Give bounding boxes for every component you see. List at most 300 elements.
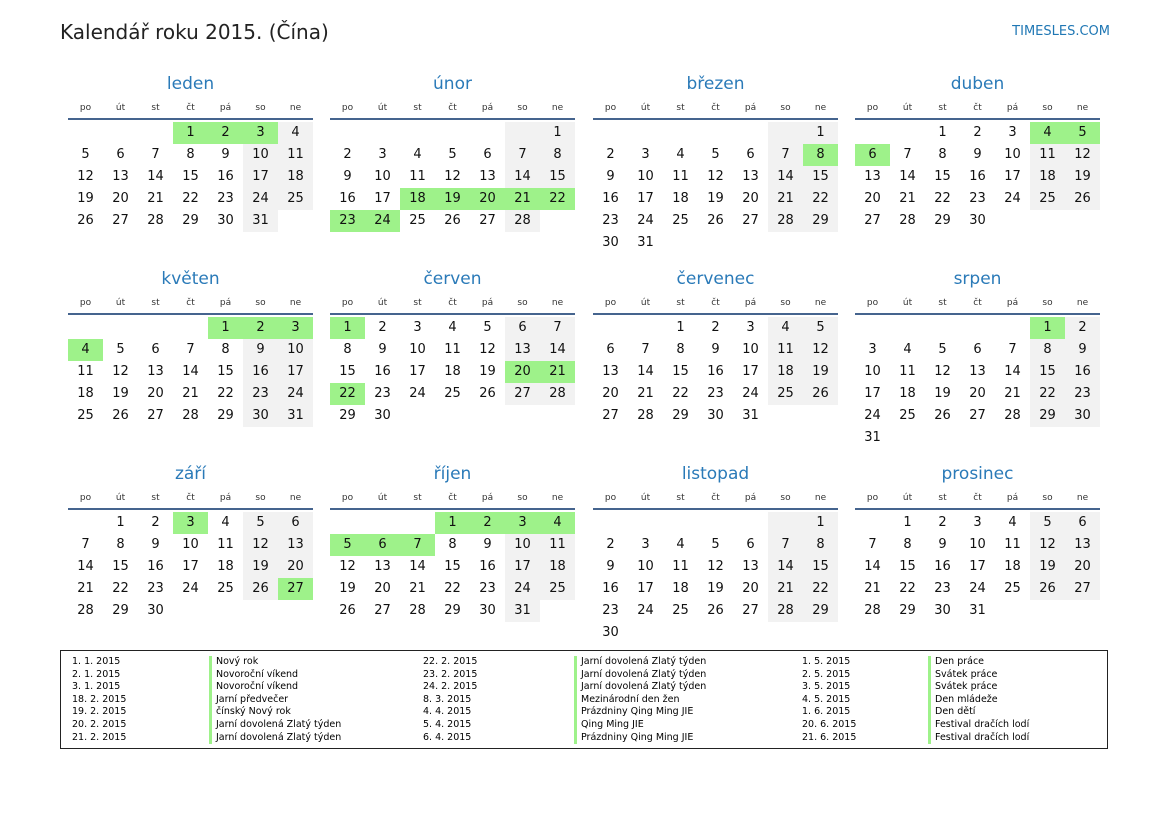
day-cell: 26 (243, 578, 278, 600)
holiday-date: 2. 5. 2015 (802, 668, 851, 680)
weekday-label: čt (186, 298, 195, 308)
day-cell: 17 (374, 191, 391, 206)
holiday-name: Jarní dovolená Zlatý týden (209, 732, 341, 745)
day-cell: 6 (365, 534, 400, 556)
week-row (330, 534, 575, 556)
day-cell: 18 (672, 191, 689, 206)
day-cell: 12 (339, 559, 356, 574)
day-cell: 28 (768, 210, 803, 232)
empty-cell (628, 122, 663, 144)
week-row (68, 166, 313, 188)
day-cell: 4 (903, 342, 912, 357)
month-title: duben (950, 74, 1005, 94)
day-cell: 9 (973, 147, 982, 162)
empty-cell (698, 232, 733, 254)
day-cell: 29 (217, 408, 234, 423)
holiday-name: Jarní dovolená Zlatý týden (574, 669, 706, 682)
day-cell: 7 (903, 147, 912, 162)
page-title: Kalendář roku 2015. (Čína) (60, 20, 329, 44)
empty-cell (1030, 210, 1065, 232)
day-cell: 7 (1008, 342, 1017, 357)
day-cell: 31 (243, 210, 278, 232)
weekday-label: po (604, 103, 617, 113)
holiday-date: 8. 3. 2015 (423, 693, 472, 705)
weekday-label: út (115, 103, 126, 113)
weekday-label: st (676, 103, 685, 113)
empty-cell (330, 512, 365, 534)
week-row (68, 534, 313, 556)
day-cell: 19 (479, 364, 496, 379)
day-cell: 19 (707, 191, 724, 206)
day-cell: 22 (112, 581, 129, 596)
weekday-label: út (902, 298, 913, 308)
day-cell: 14 (505, 166, 540, 188)
week-row (855, 578, 1100, 600)
empty-cell (890, 317, 925, 339)
day-cell: 5 (711, 147, 720, 162)
week-row (330, 144, 575, 166)
header-rule (855, 313, 1100, 315)
holiday-name: Jarní dovolená Zlatý týden (574, 681, 706, 694)
day-cell: 14 (899, 169, 916, 184)
day-cell: 16 (374, 364, 391, 379)
day-cell: 30 (374, 408, 391, 423)
day-cell: 2 (711, 320, 720, 335)
day-cell: 20 (969, 386, 986, 401)
day-cell: 28 (1004, 408, 1021, 423)
weekday-label: ne (1076, 493, 1089, 503)
holiday-date: 21. 2. 2015 (72, 731, 127, 743)
weekday-label: st (151, 103, 160, 113)
week-row (68, 339, 313, 361)
day-cell: 2 (151, 515, 160, 530)
week-row (855, 361, 1100, 383)
month-title: leden (166, 74, 215, 94)
day-cell: 16 (243, 361, 278, 383)
day-cell: 28 (147, 213, 164, 228)
day-cell: 17 (182, 559, 199, 574)
day-cell: 17 (1004, 169, 1021, 184)
day-cell: 7 (868, 537, 877, 552)
holiday-date: 1. 5. 2015 (802, 656, 851, 667)
day-cell: 29 (182, 213, 199, 228)
day-cell: 16 (217, 169, 234, 184)
day-cell: 7 (768, 144, 803, 166)
week-row (593, 339, 838, 361)
day-cell: 30 (217, 213, 234, 228)
day-cell: 9 (606, 169, 615, 184)
day-cell: 28 (637, 408, 654, 423)
weekday-label: ne (814, 103, 827, 113)
day-cell: 14 (1004, 364, 1021, 379)
weekday-label: po (79, 103, 92, 113)
empty-cell (733, 512, 768, 534)
holiday-names-column (574, 656, 706, 744)
holiday-name: Jarní předvečer (209, 694, 341, 707)
day-cell: 6 (1065, 512, 1100, 534)
week-row (593, 534, 838, 556)
holiday-dates-column (423, 656, 477, 744)
weekday-label: st (151, 493, 160, 503)
day-cell: 1 (173, 122, 208, 144)
day-cell: 12 (243, 534, 278, 556)
day-cell: 23 (479, 581, 496, 596)
week-row (330, 600, 575, 622)
weekday-header (593, 488, 838, 508)
day-cell: 26 (112, 408, 129, 423)
weekday-label: pá (1006, 298, 1019, 308)
day-cell: 3 (413, 320, 422, 335)
day-cell: 10 (1004, 147, 1021, 162)
day-cell: 3 (1008, 125, 1017, 140)
day-cell: 15 (112, 559, 129, 574)
weekday-label: st (413, 493, 422, 503)
weekday-label: so (517, 103, 528, 113)
day-cell: 24 (969, 581, 986, 596)
empty-cell (593, 122, 628, 144)
weekday-label: ne (551, 298, 564, 308)
weekday-label: po (79, 493, 92, 503)
weekday-label: po (341, 493, 354, 503)
day-cell: 15 (672, 364, 689, 379)
day-cell: 28 (77, 603, 94, 618)
day-cell: 22 (1030, 383, 1065, 405)
day-cell: 23 (330, 210, 365, 232)
empty-cell (768, 405, 803, 427)
month-2 (330, 72, 575, 232)
day-cell: 20 (470, 188, 505, 210)
empty-cell (698, 122, 733, 144)
day-cell: 22 (803, 578, 838, 600)
empty-cell (628, 622, 663, 644)
day-cell: 11 (899, 364, 916, 379)
weekday-label: út (377, 493, 388, 503)
day-cell: 9 (483, 537, 492, 552)
day-cell: 11 (278, 144, 313, 166)
weekday-label: pá (219, 298, 232, 308)
day-cell: 21 (1004, 386, 1021, 401)
weekday-label: st (151, 298, 160, 308)
day-cell: 6 (278, 512, 313, 534)
weekday-label: čt (973, 493, 982, 503)
empty-cell (68, 122, 103, 144)
weekday-label: pá (744, 298, 757, 308)
week-row (855, 210, 1100, 232)
day-cell: 2 (378, 320, 387, 335)
holiday-names-column (209, 656, 341, 744)
day-cell: 19 (934, 386, 951, 401)
empty-cell (855, 122, 890, 144)
holiday-name: Festival dračích lodí (928, 719, 1029, 732)
day-cell: 11 (540, 534, 575, 556)
day-cell: 27 (742, 603, 759, 618)
empty-cell (365, 122, 400, 144)
weekday-label: po (866, 298, 879, 308)
weekday-label: út (640, 298, 651, 308)
weekday-label: pá (481, 298, 494, 308)
holiday-name: Jarní dovolená Zlatý týden (209, 719, 341, 732)
week-row (855, 556, 1100, 578)
empty-cell (435, 405, 470, 427)
day-cell: 5 (1030, 512, 1065, 534)
day-cell: 25 (1004, 581, 1021, 596)
day-cell: 5 (803, 317, 838, 339)
week-row (330, 405, 575, 427)
day-cell: 15 (217, 364, 234, 379)
weekday-label: pá (219, 493, 232, 503)
weekday-label: po (866, 103, 879, 113)
month-title: září (174, 464, 207, 484)
day-cell: 18 (1004, 559, 1021, 574)
holiday-name: čínský Nový rok (209, 706, 341, 719)
weekday-label: st (413, 298, 422, 308)
day-cell: 9 (151, 537, 160, 552)
day-cell: 24 (409, 386, 426, 401)
day-cell: 3 (243, 122, 278, 144)
empty-cell (173, 600, 208, 622)
day-cell: 12 (1065, 144, 1100, 166)
day-cell: 18 (444, 364, 461, 379)
holiday-name: Novoroční víkend (209, 681, 341, 694)
header-rule (68, 508, 313, 510)
day-cell: 26 (77, 213, 94, 228)
day-cell: 19 (803, 361, 838, 383)
weekday-label: so (780, 298, 791, 308)
weekday-label: po (341, 103, 354, 113)
day-cell: 30 (479, 603, 496, 618)
day-cell: 26 (707, 213, 724, 228)
day-cell: 31 (505, 600, 540, 622)
empty-cell (768, 122, 803, 144)
holiday-date: 24. 2. 2015 (423, 681, 478, 693)
day-cell: 13 (147, 364, 164, 379)
empty-cell (1065, 600, 1100, 622)
day-cell: 21 (147, 191, 164, 206)
empty-cell (803, 232, 838, 254)
day-cell: 26 (934, 408, 951, 423)
day-cell: 8 (676, 342, 685, 357)
day-cell: 14 (768, 166, 803, 188)
day-cell: 1 (330, 317, 365, 339)
holiday-date: 5. 4. 2015 (423, 718, 472, 730)
day-cell: 30 (602, 625, 619, 640)
day-cell: 2 (938, 515, 947, 530)
day-cell: 2 (606, 537, 615, 552)
holiday-date: 3. 5. 2015 (802, 681, 851, 693)
day-cell: 1 (803, 512, 838, 534)
weekday-label: pá (219, 103, 232, 113)
weekday-label: po (604, 493, 617, 503)
week-row (330, 122, 575, 144)
day-cell: 20 (1065, 556, 1100, 578)
empty-cell (768, 512, 803, 534)
holiday-name: Festival dračích lodí (928, 732, 1029, 745)
day-cell: 21 (899, 191, 916, 206)
empty-cell (138, 317, 173, 339)
day-cell: 11 (1030, 144, 1065, 166)
day-cell: 25 (278, 188, 313, 210)
day-cell: 5 (81, 147, 90, 162)
day-cell: 17 (864, 386, 881, 401)
holiday-name: Den mládeže (928, 694, 1029, 707)
day-cell: 26 (444, 213, 461, 228)
day-cell: 20 (602, 386, 619, 401)
weekday-label: po (79, 298, 92, 308)
day-cell: 10 (637, 559, 654, 574)
day-cell: 1 (208, 317, 243, 339)
header-rule (330, 118, 575, 120)
day-cell: 9 (343, 169, 352, 184)
week-row (855, 166, 1100, 188)
week-row (68, 578, 313, 600)
day-cell: 31 (278, 405, 313, 427)
weekday-label: st (938, 493, 947, 503)
day-cell: 25 (217, 581, 234, 596)
weekday-label: út (377, 103, 388, 113)
day-cell: 22 (934, 191, 951, 206)
weekday-label: so (780, 493, 791, 503)
day-cell: 29 (1030, 405, 1065, 427)
holiday-date: 23. 2. 2015 (423, 668, 478, 680)
empty-cell (540, 600, 575, 622)
day-cell: 14 (77, 559, 94, 574)
day-cell: 17 (637, 191, 654, 206)
weekday-label: so (1042, 298, 1053, 308)
holiday-name: Qing Ming JIE (574, 719, 706, 732)
day-cell: 6 (505, 317, 540, 339)
day-cell: 10 (374, 169, 391, 184)
day-cell: 26 (1065, 188, 1100, 210)
day-cell: 22 (217, 386, 234, 401)
day-cell: 12 (112, 364, 129, 379)
weekday-label: čt (448, 298, 457, 308)
holiday-date: 22. 2. 2015 (423, 656, 478, 667)
week-row (68, 210, 313, 232)
day-cell: 11 (77, 364, 94, 379)
day-cell: 23 (934, 581, 951, 596)
month-title: únor (433, 74, 472, 94)
day-cell: 4 (448, 320, 457, 335)
day-cell: 8 (938, 147, 947, 162)
site-link[interactable]: TIMESLES.COM (1012, 24, 1110, 39)
day-cell: 6 (606, 342, 615, 357)
empty-cell (278, 600, 313, 622)
holiday-date: 20. 2. 2015 (72, 718, 127, 730)
week-row (593, 122, 838, 144)
weekday-label: st (413, 103, 422, 113)
day-cell: 18 (400, 188, 435, 210)
week-row (855, 122, 1100, 144)
empty-cell (663, 232, 698, 254)
day-cell: 22 (899, 581, 916, 596)
empty-cell (803, 622, 838, 644)
day-cell: 13 (374, 559, 391, 574)
empty-cell (995, 427, 1030, 449)
weekday-label: ne (551, 493, 564, 503)
weekday-label: so (255, 493, 266, 503)
weekday-label: st (938, 298, 947, 308)
week-row (330, 361, 575, 383)
day-cell: 22 (540, 188, 575, 210)
month-9 (68, 462, 313, 622)
day-cell: 15 (934, 169, 951, 184)
day-cell: 13 (969, 364, 986, 379)
day-cell: 13 (479, 169, 496, 184)
day-cell: 19 (1065, 166, 1100, 188)
day-cell: 18 (217, 559, 234, 574)
day-cell: 7 (540, 317, 575, 339)
day-cell: 30 (602, 235, 619, 250)
empty-cell (995, 210, 1030, 232)
day-cell: 7 (400, 534, 435, 556)
weekday-label: ne (289, 103, 302, 113)
day-cell: 15 (444, 559, 461, 574)
day-cell: 22 (444, 581, 461, 596)
weekday-label: ne (551, 103, 564, 113)
week-row (330, 578, 575, 600)
day-cell: 20 (742, 581, 759, 596)
day-cell: 13 (505, 339, 540, 361)
weekday-label: čt (448, 103, 457, 113)
day-cell: 10 (637, 169, 654, 184)
day-cell: 27 (374, 603, 391, 618)
day-cell: 25 (444, 386, 461, 401)
weekday-header (330, 98, 575, 118)
weekday-label: po (341, 298, 354, 308)
week-row (855, 188, 1100, 210)
day-cell: 17 (742, 364, 759, 379)
day-cell: 13 (742, 559, 759, 574)
day-cell: 31 (969, 603, 986, 618)
empty-cell (1030, 600, 1065, 622)
day-cell: 12 (803, 339, 838, 361)
weekday-label: čt (711, 103, 720, 113)
day-cell: 30 (243, 405, 278, 427)
day-cell: 7 (768, 534, 803, 556)
empty-cell (243, 600, 278, 622)
day-cell: 12 (479, 342, 496, 357)
week-row (593, 578, 838, 600)
day-cell: 24 (637, 603, 654, 618)
day-cell: 12 (707, 559, 724, 574)
day-cell: 25 (1030, 188, 1065, 210)
day-cell: 16 (969, 169, 986, 184)
weekday-header (68, 488, 313, 508)
month-12 (855, 462, 1100, 622)
week-row (68, 122, 313, 144)
day-cell: 18 (278, 166, 313, 188)
empty-cell (663, 622, 698, 644)
day-cell: 15 (182, 169, 199, 184)
day-cell: 16 (602, 191, 619, 206)
holiday-name: Mezinárodní den žen (574, 694, 706, 707)
day-cell: 19 (112, 386, 129, 401)
header-rule (593, 118, 838, 120)
weekday-label: čt (186, 103, 195, 113)
day-cell: 28 (540, 383, 575, 405)
weekday-label: po (604, 298, 617, 308)
weekday-label: ne (289, 298, 302, 308)
day-cell: 19 (77, 191, 94, 206)
holiday-name: Den práce (928, 656, 1029, 669)
day-cell: 27 (112, 213, 129, 228)
empty-cell (855, 317, 890, 339)
weekday-label: pá (744, 493, 757, 503)
weekday-label: pá (1006, 103, 1019, 113)
weekday-label: so (255, 103, 266, 113)
day-cell: 27 (864, 213, 881, 228)
day-cell: 23 (217, 191, 234, 206)
